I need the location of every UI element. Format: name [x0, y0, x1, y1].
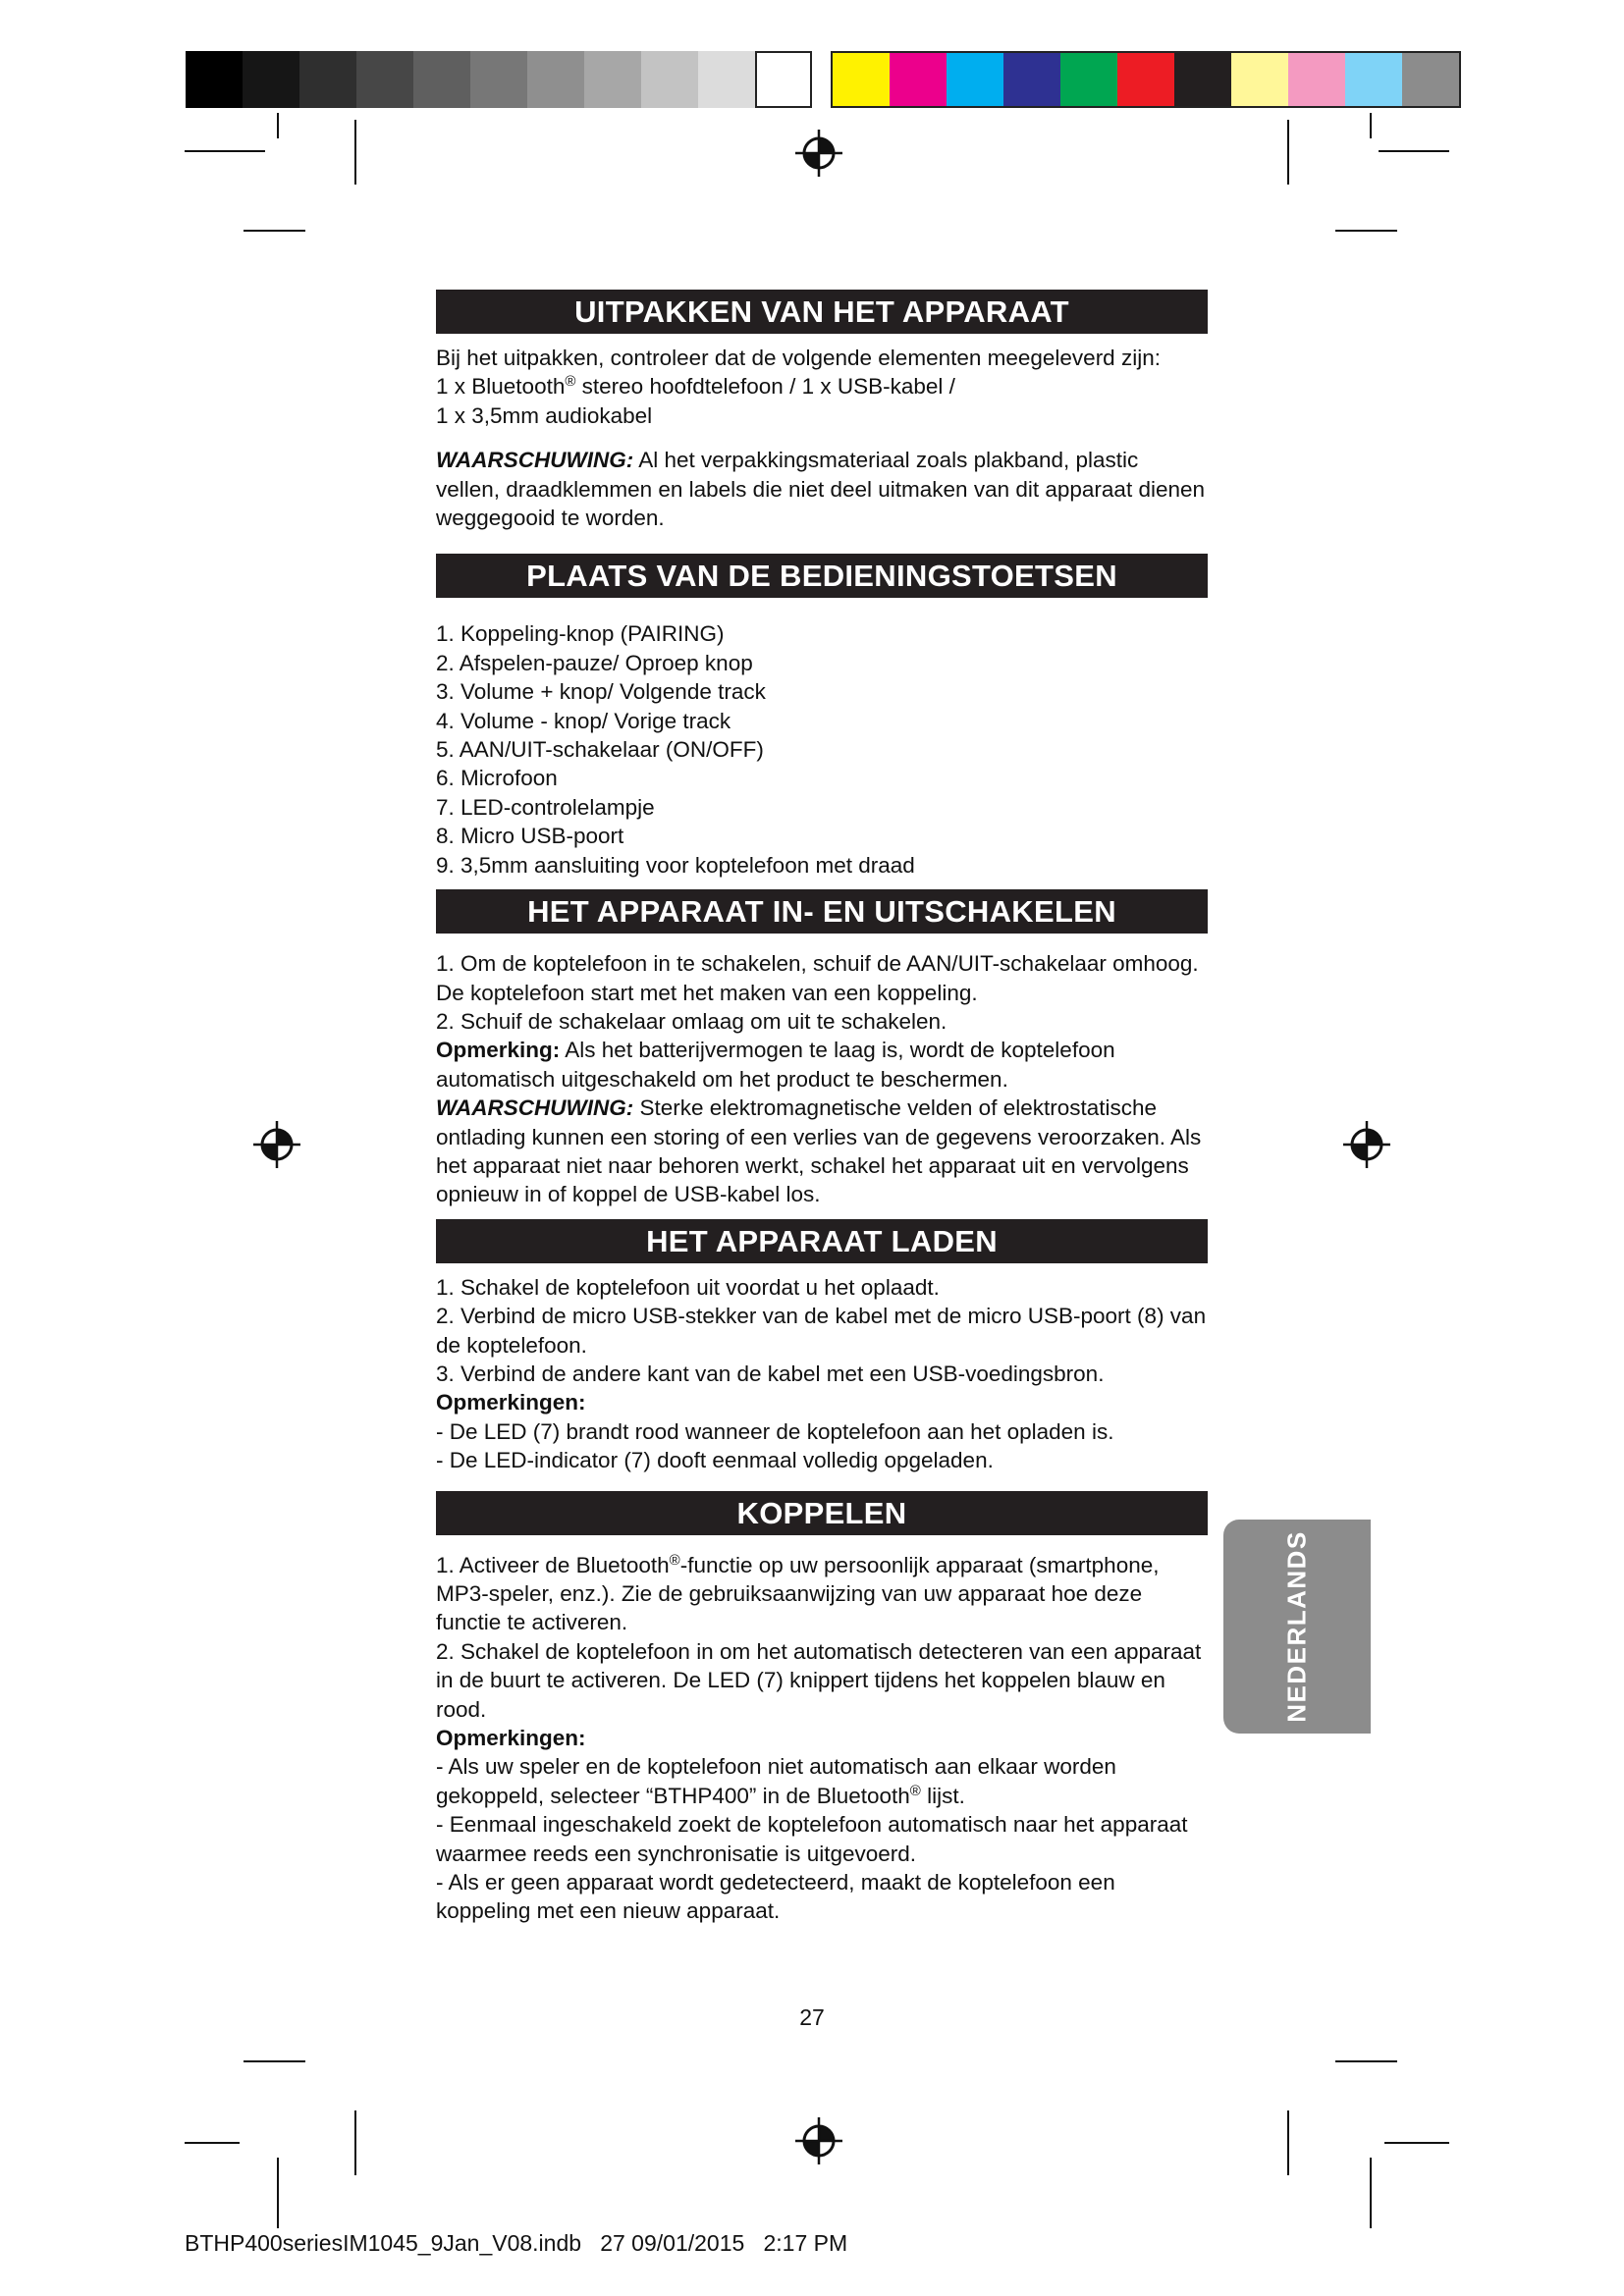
step-text: 1. Activeer de Bluetooth — [436, 1552, 670, 1577]
section-title-unpacking: UITPAKKEN VAN HET APPARAAT — [436, 290, 1208, 334]
items-line-2: 1 x 3,5mm audiokabel — [436, 402, 653, 428]
unpacking-warning — [436, 446, 1208, 532]
registered-mark: ® — [669, 1551, 680, 1569]
power-warning — [436, 1094, 1208, 1209]
power-step-1: 1. Om de koptelefoon in te schakelen, schuif de AAN/UIT-schakelaar omhoog. De koptelefoon start met het maken van een koppeling. — [436, 951, 1199, 1005]
color-swatch — [1117, 53, 1174, 106]
list-item: 5. AAN/UIT-schakelaar (ON/OFF) — [436, 737, 764, 763]
note-label: Opmerking: — [436, 1038, 561, 1063]
crop-mark — [354, 2110, 356, 2175]
step-text: -functie op uw persoonlijk apparaat (smartphone, MP3-speler, enz.). Zie de gebruiksaanwijzing van uw apparaat hoe deze functie te activeren. — [436, 1552, 1160, 1635]
registration-mark-icon — [793, 128, 844, 179]
registration-mark-icon — [251, 1119, 302, 1170]
charging-step-3: 3. Verbind de andere kant van de kabel met een USB-voedingsbron. — [436, 1361, 1105, 1386]
warning-label: WAARSCHUWING: — [436, 1095, 634, 1121]
gray-swatch — [413, 51, 470, 108]
crop-mark — [1384, 2142, 1449, 2144]
list-item: 2. Afspelen-pauze/ Oproep knop — [436, 650, 753, 675]
crop-mark — [1287, 120, 1289, 185]
notes-label: Opmerkingen: — [436, 1390, 586, 1415]
pairing-step-1 — [436, 1551, 1208, 1637]
crop-mark — [185, 2142, 240, 2144]
section-title-charging: HET APPARAAT LADEN — [436, 1219, 1208, 1263]
power-step-2: 2. Schuif de schakelaar omlaag om uit te schakelen. — [436, 1008, 947, 1034]
color-swatch — [890, 53, 947, 106]
page-number: 27 — [799, 2004, 825, 2030]
gray-swatch — [186, 51, 243, 108]
list-item: 3. Volume + knop/ Volgende track — [436, 679, 766, 705]
section-title-pairing: KOPPELEN — [436, 1491, 1208, 1535]
note-text: Als het batterijvermogen te laag is, wordt de koptelefoon automatisch uitgeschakeld om het product te beschermen. — [436, 1038, 1115, 1092]
crop-mark — [1370, 2158, 1372, 2228]
print-slug: BTHP400seriesIM1045_9Jan_V08.indb 27 09/01/2015 2:17 PM — [185, 2230, 848, 2256]
power-note — [436, 1036, 1208, 1094]
color-swatch — [947, 53, 1003, 106]
charging-step-2: 2. Verbind de micro USB-stekker van de kabel met de micro USB-poort (8) van de koptelefoon. — [436, 1304, 1207, 1358]
controls-list — [436, 619, 1208, 880]
gray-swatch — [470, 51, 527, 108]
unpacking-intro — [436, 344, 1208, 430]
registered-mark: ® — [565, 373, 576, 391]
charging-note-2: - De LED-indicator (7) dooft eenmaal volledig opgeladen. — [436, 1448, 994, 1473]
crop-mark — [1379, 150, 1449, 152]
items-line-1a: 1 x Bluetooth — [436, 374, 566, 400]
pairing-note-3: - Als er geen apparaat wordt gedetecteerd, maakt de koptelefoon een koppeling met een nieuw apparaat. — [436, 1870, 1115, 1924]
list-item: 6. Microfoon — [436, 766, 558, 791]
list-item: 7. LED-controlelampje — [436, 794, 655, 820]
section-title-power: HET APPARAAT IN- EN UITSCHAKELEN — [436, 889, 1208, 934]
list-item: 1. Koppeling-knop (PAIRING) — [436, 621, 725, 647]
crop-mark — [244, 2060, 305, 2062]
list-item: 9. 3,5mm aansluiting voor koptelefoon met draad — [436, 852, 915, 878]
warning-text: Sterke elektromagnetische velden of elektrostatische ontlading kunnen een storing of een verlies van de gegevens veroorzaken. Als het apparaat niet naar behoren werkt, schakel het apparaat uit en vervolgens opnieuw in of koppel de USB-kabel los. — [436, 1095, 1202, 1207]
language-label: NEDERLANDS — [1281, 1530, 1312, 1723]
registration-mark-icon — [793, 2115, 844, 2166]
power-instructions — [436, 949, 1208, 1209]
charging-note-1: - De LED (7) brandt rood wanneer de koptelefoon aan het opladen is. — [436, 1418, 1114, 1444]
color-swatch — [1345, 53, 1402, 106]
grayscale-calibration-bar — [186, 51, 812, 108]
crop-mark — [1287, 2110, 1289, 2175]
process-color-calibration-bar — [831, 51, 1461, 108]
gray-swatch — [299, 51, 356, 108]
gray-swatch — [755, 51, 812, 108]
note-text: - Als uw speler en de koptelefoon niet automatisch aan elkaar worden gekoppeld, selecteer “BTHP400” in de Bluetooth — [436, 1754, 1116, 1808]
pairing-note-2: - Eenmaal ingeschakeld zoekt de koptelefoon automatisch naar het apparaat waarmee reeds een synchronisatie is uitgevoerd. — [436, 1812, 1188, 1866]
items-line-1b: stereo hoofdtelefoon / 1 x USB-kabel / — [575, 374, 955, 400]
manual-page-content — [436, 290, 1208, 1926]
gray-swatch — [356, 51, 413, 108]
color-swatch — [1231, 53, 1288, 106]
gray-swatch — [698, 51, 755, 108]
crop-mark — [1335, 2060, 1397, 2062]
gray-swatch — [641, 51, 698, 108]
crop-mark — [277, 2158, 279, 2228]
notes-label: Opmerkingen: — [436, 1726, 586, 1751]
charging-instructions — [436, 1273, 1208, 1475]
section-title-controls: PLAATS VAN DE BEDIENINGSTOETSEN — [436, 554, 1208, 598]
note-text: lijst. — [920, 1783, 965, 1808]
intro-text: Bij het uitpakken, controleer dat de volgende elementen meegeleverd zijn: — [436, 346, 1161, 370]
pairing-step-2: 2. Schakel de koptelefoon in om het automatisch detecteren van een apparaat in de buurt te activeren. De LED (7) knippert tijdens het koppelen blauw en rood. — [436, 1638, 1202, 1722]
crop-mark — [244, 230, 305, 232]
warning-label: WAARSCHUWING: — [436, 448, 634, 473]
color-swatch — [1402, 53, 1459, 106]
warning-text: Al het verpakkingsmateriaal zoals plakband, plastic vellen, draadklemmen en labels die niet deel uitmaken van dit apparaat dienen weggegooid te worden. — [436, 448, 1206, 531]
crop-mark — [1370, 113, 1372, 138]
crop-mark — [354, 120, 356, 185]
gray-swatch — [243, 51, 299, 108]
crop-mark — [185, 150, 265, 152]
crop-mark — [277, 113, 279, 138]
list-item: 4. Volume - knop/ Vorige track — [436, 708, 731, 733]
registration-mark-icon — [1341, 1119, 1392, 1170]
color-swatch — [1003, 53, 1060, 106]
color-swatch — [1060, 53, 1117, 106]
gray-swatch — [527, 51, 584, 108]
crop-mark — [1335, 230, 1397, 232]
list-item: 8. Micro USB-poort — [436, 824, 624, 849]
color-swatch — [833, 53, 890, 106]
color-swatch — [1288, 53, 1345, 106]
charging-step-1: 1. Schakel de koptelefoon uit voordat u het oplaadt. — [436, 1274, 940, 1300]
gray-swatch — [584, 51, 641, 108]
color-swatch — [1174, 53, 1231, 106]
registered-mark: ® — [909, 1782, 921, 1799]
pairing-instructions — [436, 1551, 1208, 1926]
language-side-tab — [1223, 1520, 1371, 1734]
pairing-note-1 — [436, 1752, 1208, 1810]
